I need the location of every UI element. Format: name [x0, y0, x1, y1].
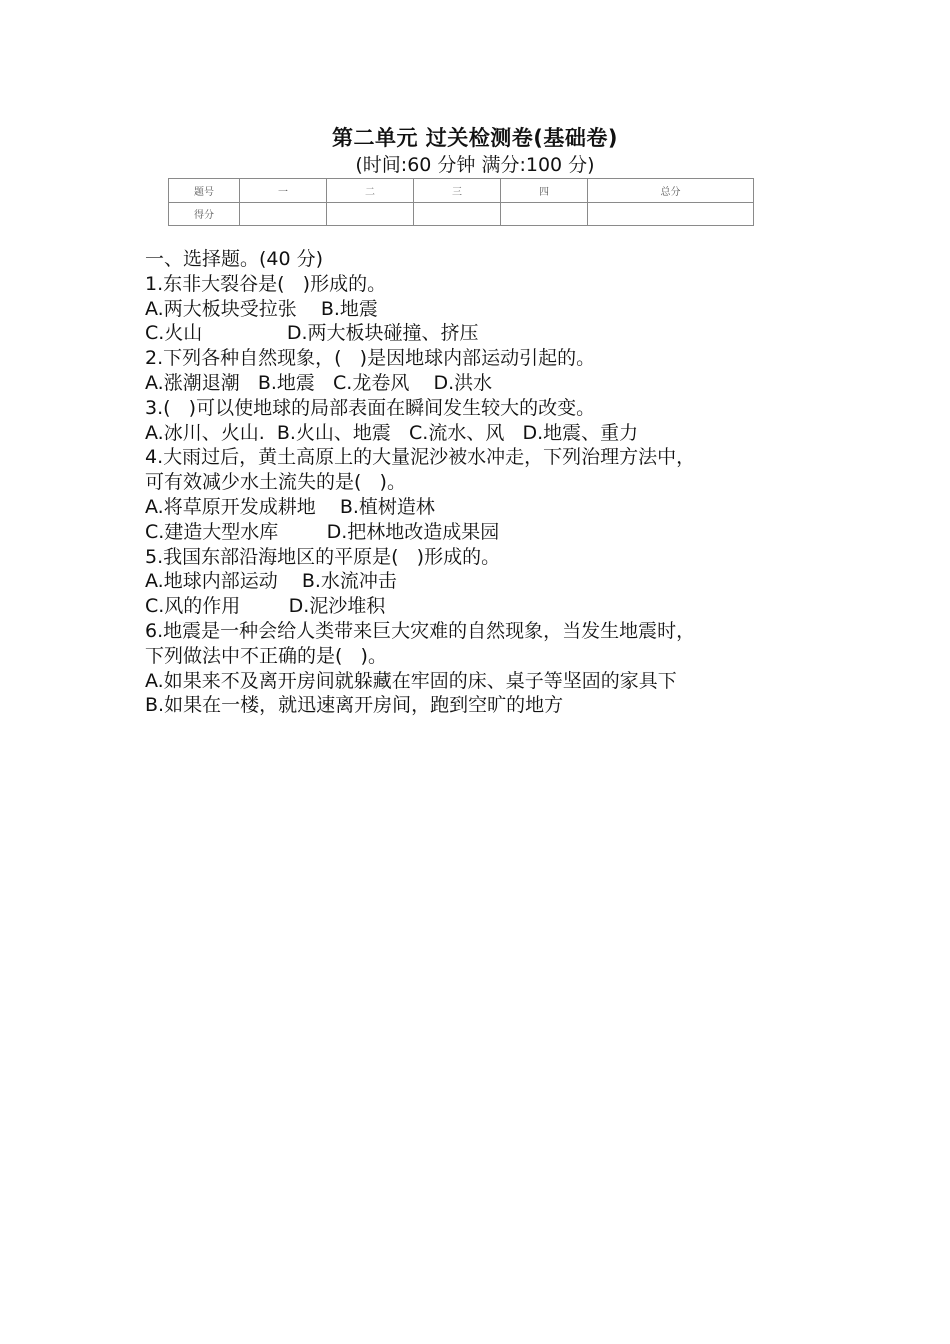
exam-info: (时间:60 分钟 满分:100 分) [355, 154, 595, 176]
answer-option: A.如果来不及离开房间就躲藏在牢固的床、桌子等坚固的家具下 [145, 669, 677, 692]
table-cell: 一 [240, 179, 327, 203]
score-cell [326, 202, 413, 226]
table-cell: 题号 [169, 179, 240, 203]
table-cell: 三 [413, 179, 500, 203]
answer-options: C.风的作用 D.泥沙堆积 [145, 595, 386, 618]
score-cell [240, 202, 327, 226]
question-text: 4.大雨过后，黄土高原上的大量泥沙被水冲走，下列治理方法中， [145, 446, 696, 469]
table-cell: 得分 [169, 202, 240, 226]
answer-option: B.如果在一楼，就迅速离开房间，跑到空旷的地方 [145, 694, 564, 717]
table-row [169, 179, 754, 203]
score-table [168, 178, 754, 226]
score-cell [587, 202, 753, 226]
answer-options: C.火山 D.两大板块碰撞、挤压 [145, 322, 479, 345]
question-text: 3.( )可以使地球的局部表面在瞬间发生较大的改变。 [145, 396, 596, 419]
section-heading: 一、选择题。(40 分) [145, 248, 324, 270]
answer-options: A.将草原开发成耕地 B.植树造林 [145, 495, 435, 518]
table-cell: 二 [326, 179, 413, 203]
question-text: 2.下列各种自然现象，( )是因地球内部运动引起的。 [145, 347, 596, 370]
question-text: 6.地震是一种会给人类带来巨大灾难的自然现象，当发生地震时， [145, 619, 696, 642]
question-body [145, 247, 825, 718]
table-cell: 四 [500, 179, 587, 203]
score-cell [500, 202, 587, 226]
answer-options: A.地球内部运动 B.水流冲击 [145, 570, 397, 593]
question-text: 5.我国东部沿海地区的平原是( )形成的。 [145, 545, 501, 568]
question-text: 1.东非大裂谷是( )形成的。 [145, 272, 387, 295]
answer-options: A.涨潮退潮 B.地震 C.龙卷风 D.洪水 [145, 371, 493, 394]
answer-options: C.建造大型水库 D.把林地改造成果园 [145, 520, 500, 543]
page-title: 第二单元 过关检测卷(基础卷) [331, 126, 618, 150]
answer-options: A.两大板块受拉张 B.地震 [145, 297, 378, 320]
score-cell [413, 202, 500, 226]
question-text: 可有效减少水土流失的是( )。 [145, 471, 406, 494]
question-text: 下列做法中不正确的是( )。 [145, 644, 387, 667]
table-cell: 总分 [587, 179, 753, 203]
table-row [169, 202, 754, 226]
answer-options: A.冰川、火山. B.火山、地震 C.流水、风 D.地震、重力 [145, 421, 639, 444]
